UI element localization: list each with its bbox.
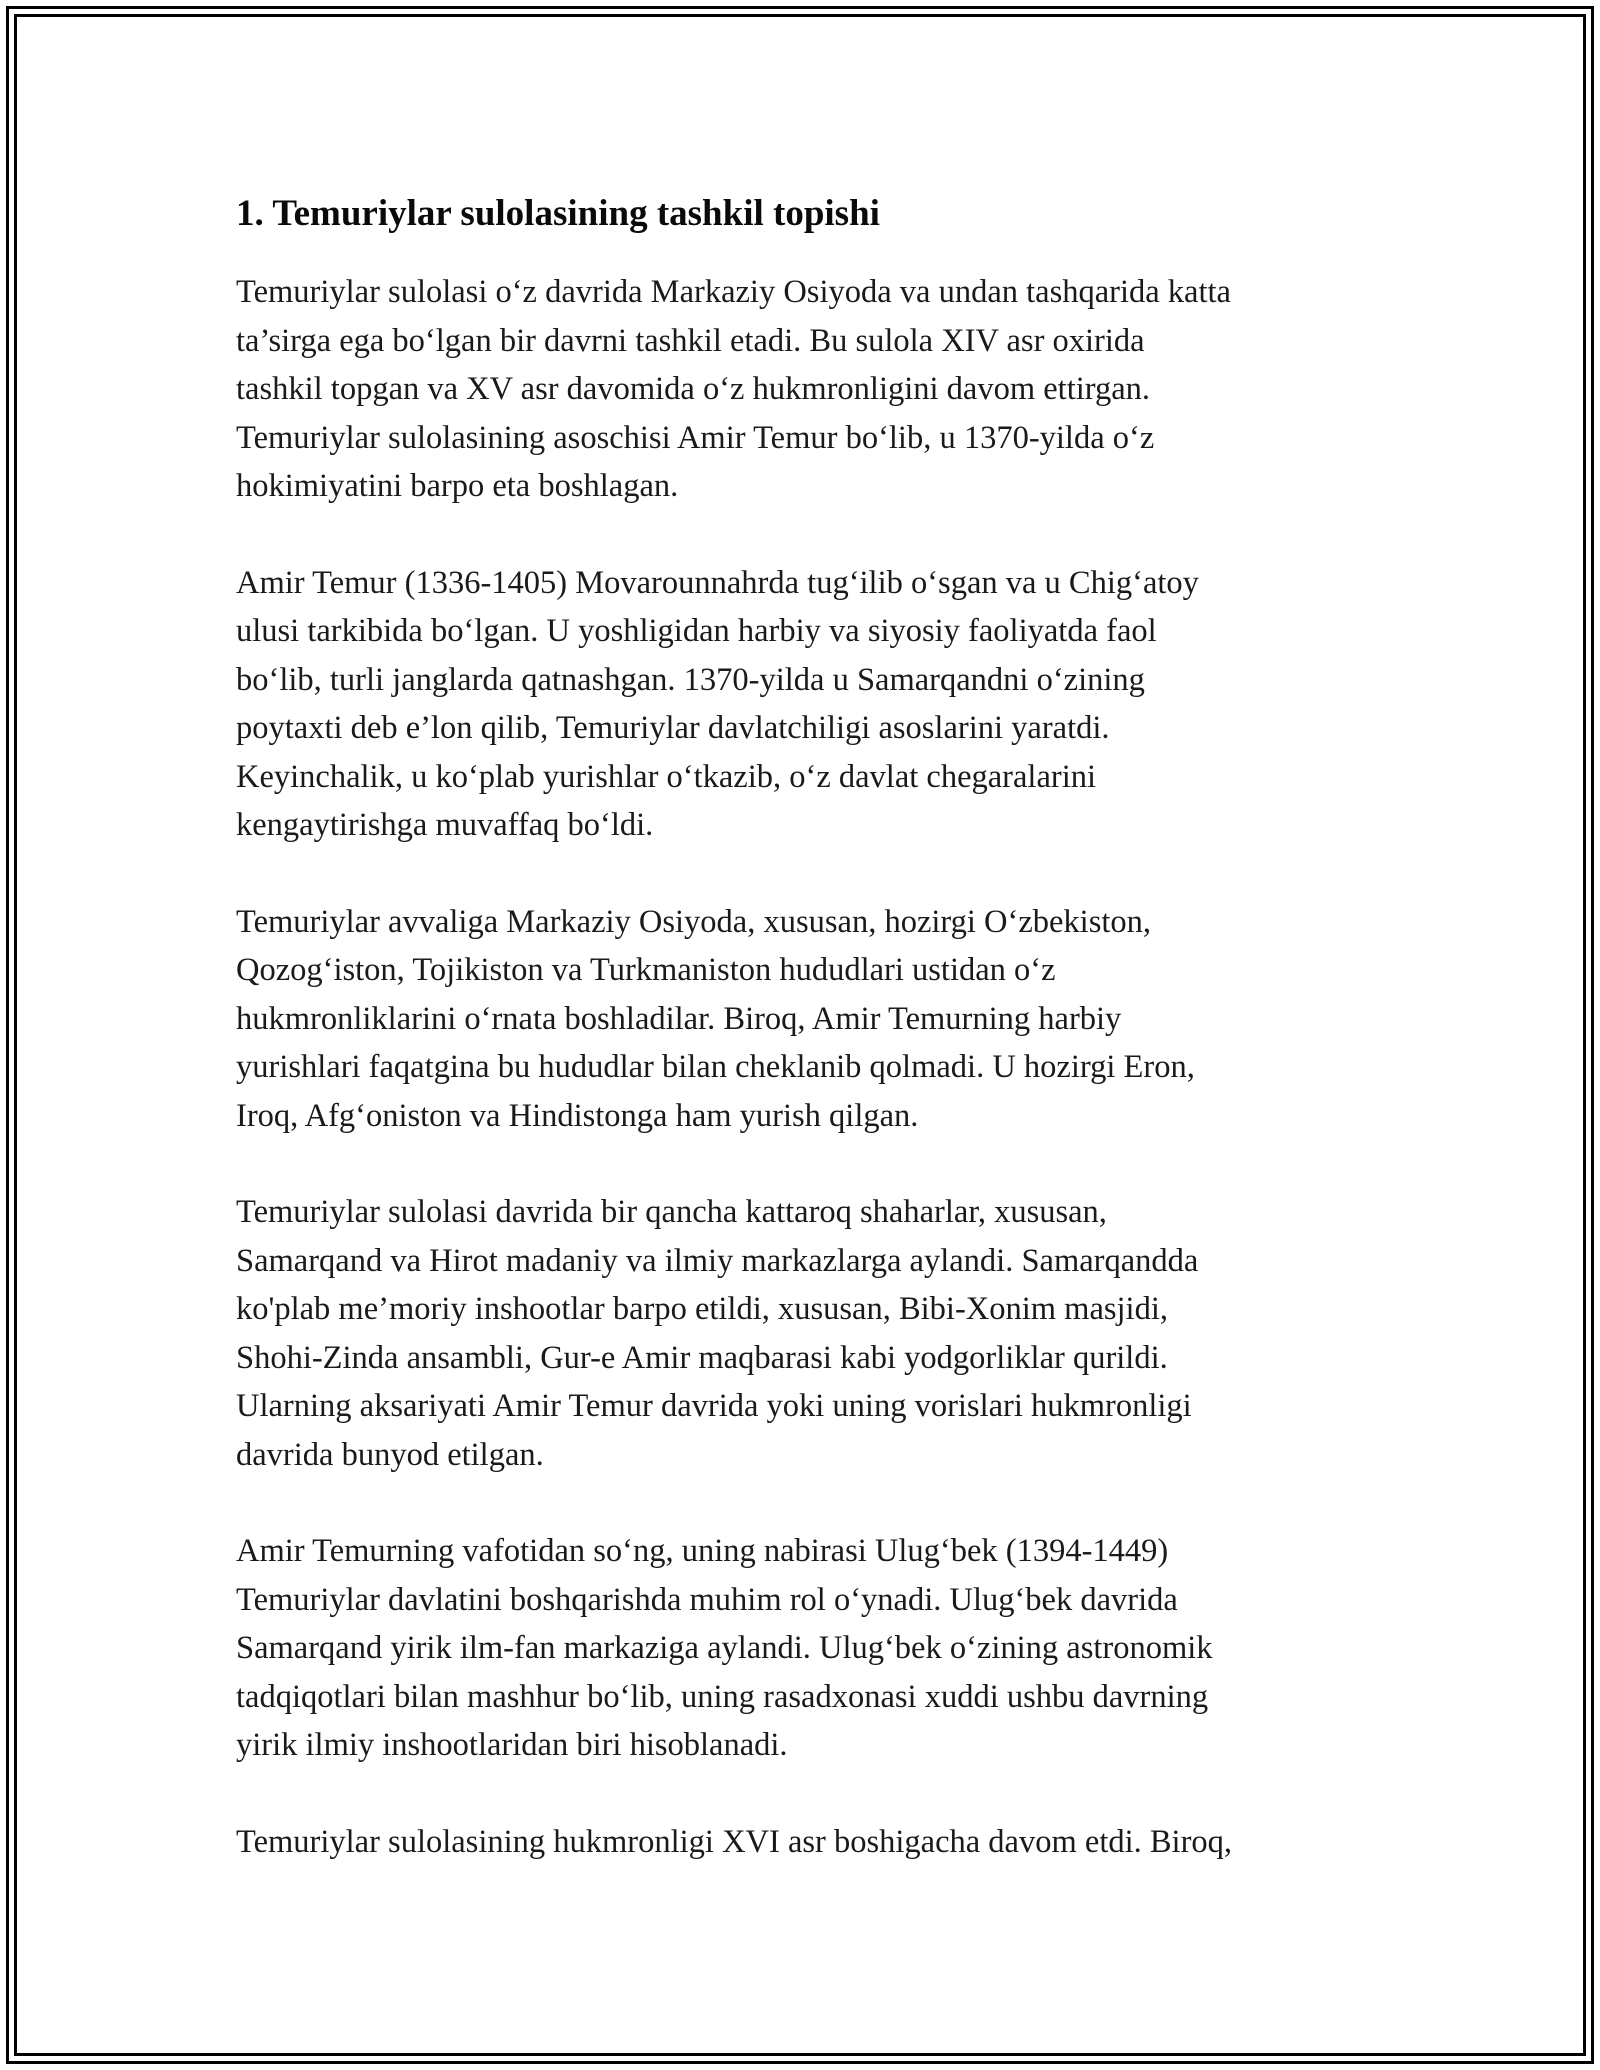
paragraph-5: Amir Temurning vafotidan so‘ng, uning nabirasi Ulug‘bek (1394-1449) Temuriylar davlatini boshqarishda muhim rol o‘ynadi. Ulug‘bek davrida Samarqand yirik ilm-fan markaziga aylandi. Ulug‘bek o‘zining astronomik tadqiqotlari bilan mashhur bo‘lib, uning rasadxonasi xuddi ushbu davrning yirik ilmiy inshootlaridan biri hisoblanadi. xyxy=(236,1533,1213,1763)
paragraph-1: Temuriylar sulolasi o‘z davrida Markaziy Osiyoda va undan tashqarida katta ta’sirga ega bo‘lgan bir davrni tashkil etadi. Bu sulola XIV asr oxirida tashkil topgan va XV asr davomida o‘z hukmronligini davom ettirgan. Temuriylar sulolasining asoschisi Amir Temur bo‘lib, u 1370-yilda o‘z hokimiyatini barpo eta boshlagan. xyxy=(236,274,1231,504)
paragraph-2: Amir Temur (1336-1405) Movarounnahrda tug‘ilib o‘sgan va u Chig‘atoy ulusi tarkibida bo‘lgan. U yoshligidan harbiy va siyosiy faoliyatda faol bo‘lib, turli janglarda qatnashgan. 1370-yilda u Samarqandni o‘zining poytaxti deb e’lon qilib, Temuriylar davlatchiligi asoslarini yaratdi. Keyinchalik, u ko‘plab yurishlar o‘tkazib, o‘z davlat chegaralarini kengaytirishga muvaffaq bo‘ldi. xyxy=(236,564,1199,843)
section-title: 1. Temuriylar sulolasining tashkil topishi xyxy=(236,193,880,234)
paragraph-6: Temuriylar sulolasining hukmronligi XVI asr boshigacha davom etdi. Biroq, xyxy=(236,1823,1233,1860)
paragraph-4: Temuriylar sulolasi davrida bir qancha kattaroq shaharlar, xususan, Samarqand va Hirot madaniy va ilmiy markazlarga aylandi. Samarqandda ko'plab me’moriy inshootlar barpo etildi, xususan, Bibi-Xonim masjidi, Shohi-Zinda ansambli, Gur-e Amir maqbarasi kabi yodgorliklar qurildi. Ularning aksariyati Amir Temur davrida yoki uning vorislari hukmronligi davrida bunyod etilgan. xyxy=(236,1194,1199,1473)
paragraph-3: Temuriylar avvaliga Markaziy Osiyoda, xususan, hozirgi O‘zbekiston, Qozog‘iston, Tojikiston va Turkmaniston hududlari ustidan o‘z hukmronliklarini o‘rnata boshladilar. Biroq, Amir Temurning harbiy yurishlari faqatgina bu hududlar bilan cheklanib qolmadi. U hozirgi Eron, Iroq, Afg‘oniston va Hindistonga ham yurish qilgan. xyxy=(236,903,1195,1134)
document-body xyxy=(236,188,1376,1914)
